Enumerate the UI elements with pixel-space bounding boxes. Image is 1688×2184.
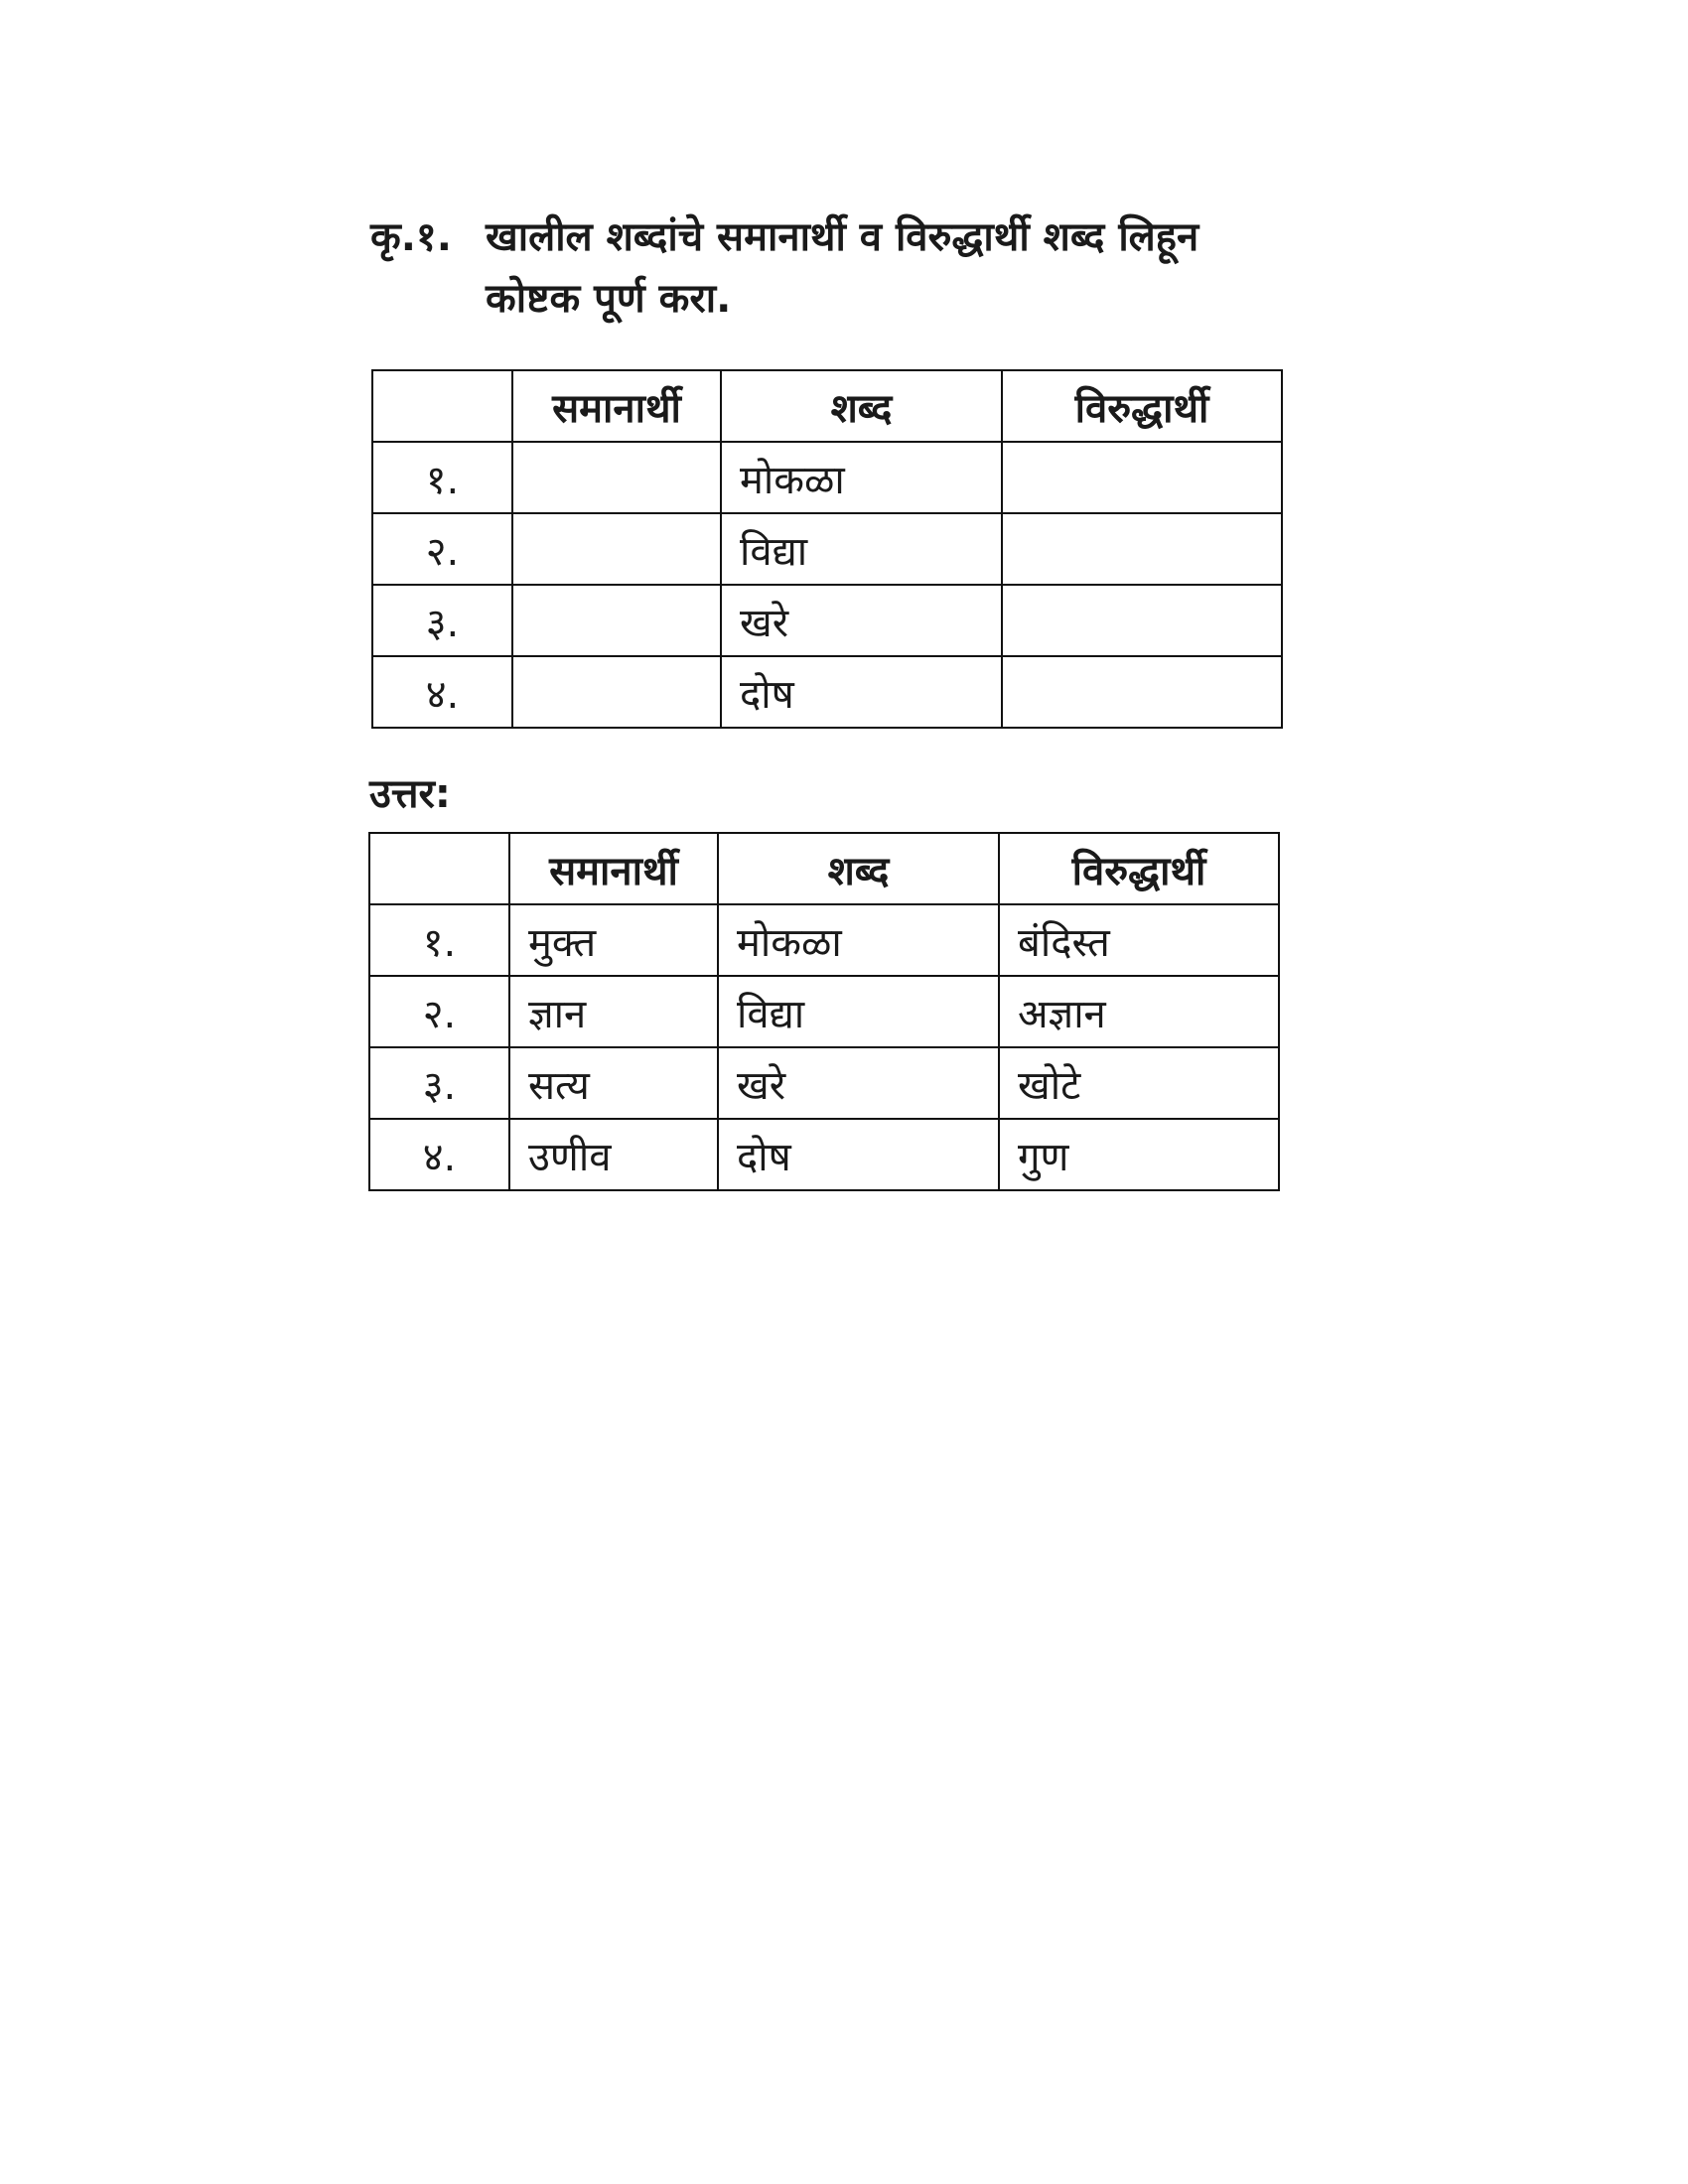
table-row [369, 1047, 1279, 1119]
header-serial [372, 370, 512, 442]
word-cell: दोष [718, 1119, 999, 1190]
word-cell: विद्या [718, 976, 999, 1047]
serial-cell: ३. [372, 585, 512, 656]
table-row [372, 656, 1282, 728]
question-text-line-1: खालील शब्दांचे समानार्थी व विरुद्धार्थी शब्द लिहून [486, 214, 1199, 260]
word-cell: मोकळा [721, 442, 1002, 513]
word-cell: खरे [721, 585, 1002, 656]
answer-table [368, 832, 1280, 1191]
synonym-cell: सत्य [509, 1047, 718, 1119]
serial-cell: ३. [369, 1047, 509, 1119]
header-synonym: समानार्थी [509, 833, 718, 904]
table-row [372, 513, 1282, 585]
serial-cell: ४. [372, 656, 512, 728]
header-word: शब्द [721, 370, 1002, 442]
synonym-cell [512, 585, 721, 656]
antonym-cell: खोटे [999, 1047, 1279, 1119]
table-row [369, 904, 1279, 976]
serial-cell: २. [372, 513, 512, 585]
question-line-1 [370, 206, 1324, 268]
table-row [372, 442, 1282, 513]
antonym-cell: अज्ञान [999, 976, 1279, 1047]
antonym-cell [1002, 585, 1282, 656]
serial-cell: १. [372, 442, 512, 513]
synonym-cell [512, 513, 721, 585]
word-cell: मोकळा [718, 904, 999, 976]
serial-cell: २. [369, 976, 509, 1047]
antonym-cell [1002, 442, 1282, 513]
answer-table-header-row [369, 833, 1279, 904]
word-cell: दोष [721, 656, 1002, 728]
answer-label: उत्तर: [369, 771, 451, 817]
word-cell: खरे [718, 1047, 999, 1119]
serial-cell: १. [369, 904, 509, 976]
serial-cell: ४. [369, 1119, 509, 1190]
question-text-line-2: कोष्टक पूर्ण करा. [486, 276, 732, 322]
table-row [369, 1119, 1279, 1190]
antonym-cell: गुण [999, 1119, 1279, 1190]
antonym-cell: बंदिस्त [999, 904, 1279, 976]
table-row [369, 976, 1279, 1047]
header-synonym: समानार्थी [512, 370, 721, 442]
header-serial [369, 833, 509, 904]
synonym-cell [512, 656, 721, 728]
synonym-cell [512, 442, 721, 513]
header-antonym: विरुद्धार्थी [1002, 370, 1282, 442]
question-number: कृ.१. [370, 214, 452, 260]
word-cell: विद्या [721, 513, 1002, 585]
header-word: शब्द [718, 833, 999, 904]
synonym-cell: उणीव [509, 1119, 718, 1190]
synonym-cell: मुक्त [509, 904, 718, 976]
question-table-header-row [372, 370, 1282, 442]
question-table [371, 369, 1283, 729]
table-row [372, 585, 1282, 656]
question-block [370, 206, 1324, 330]
header-antonym: विरुद्धार्थी [999, 833, 1279, 904]
synonym-cell: ज्ञान [509, 976, 718, 1047]
antonym-cell [1002, 656, 1282, 728]
antonym-cell [1002, 513, 1282, 585]
